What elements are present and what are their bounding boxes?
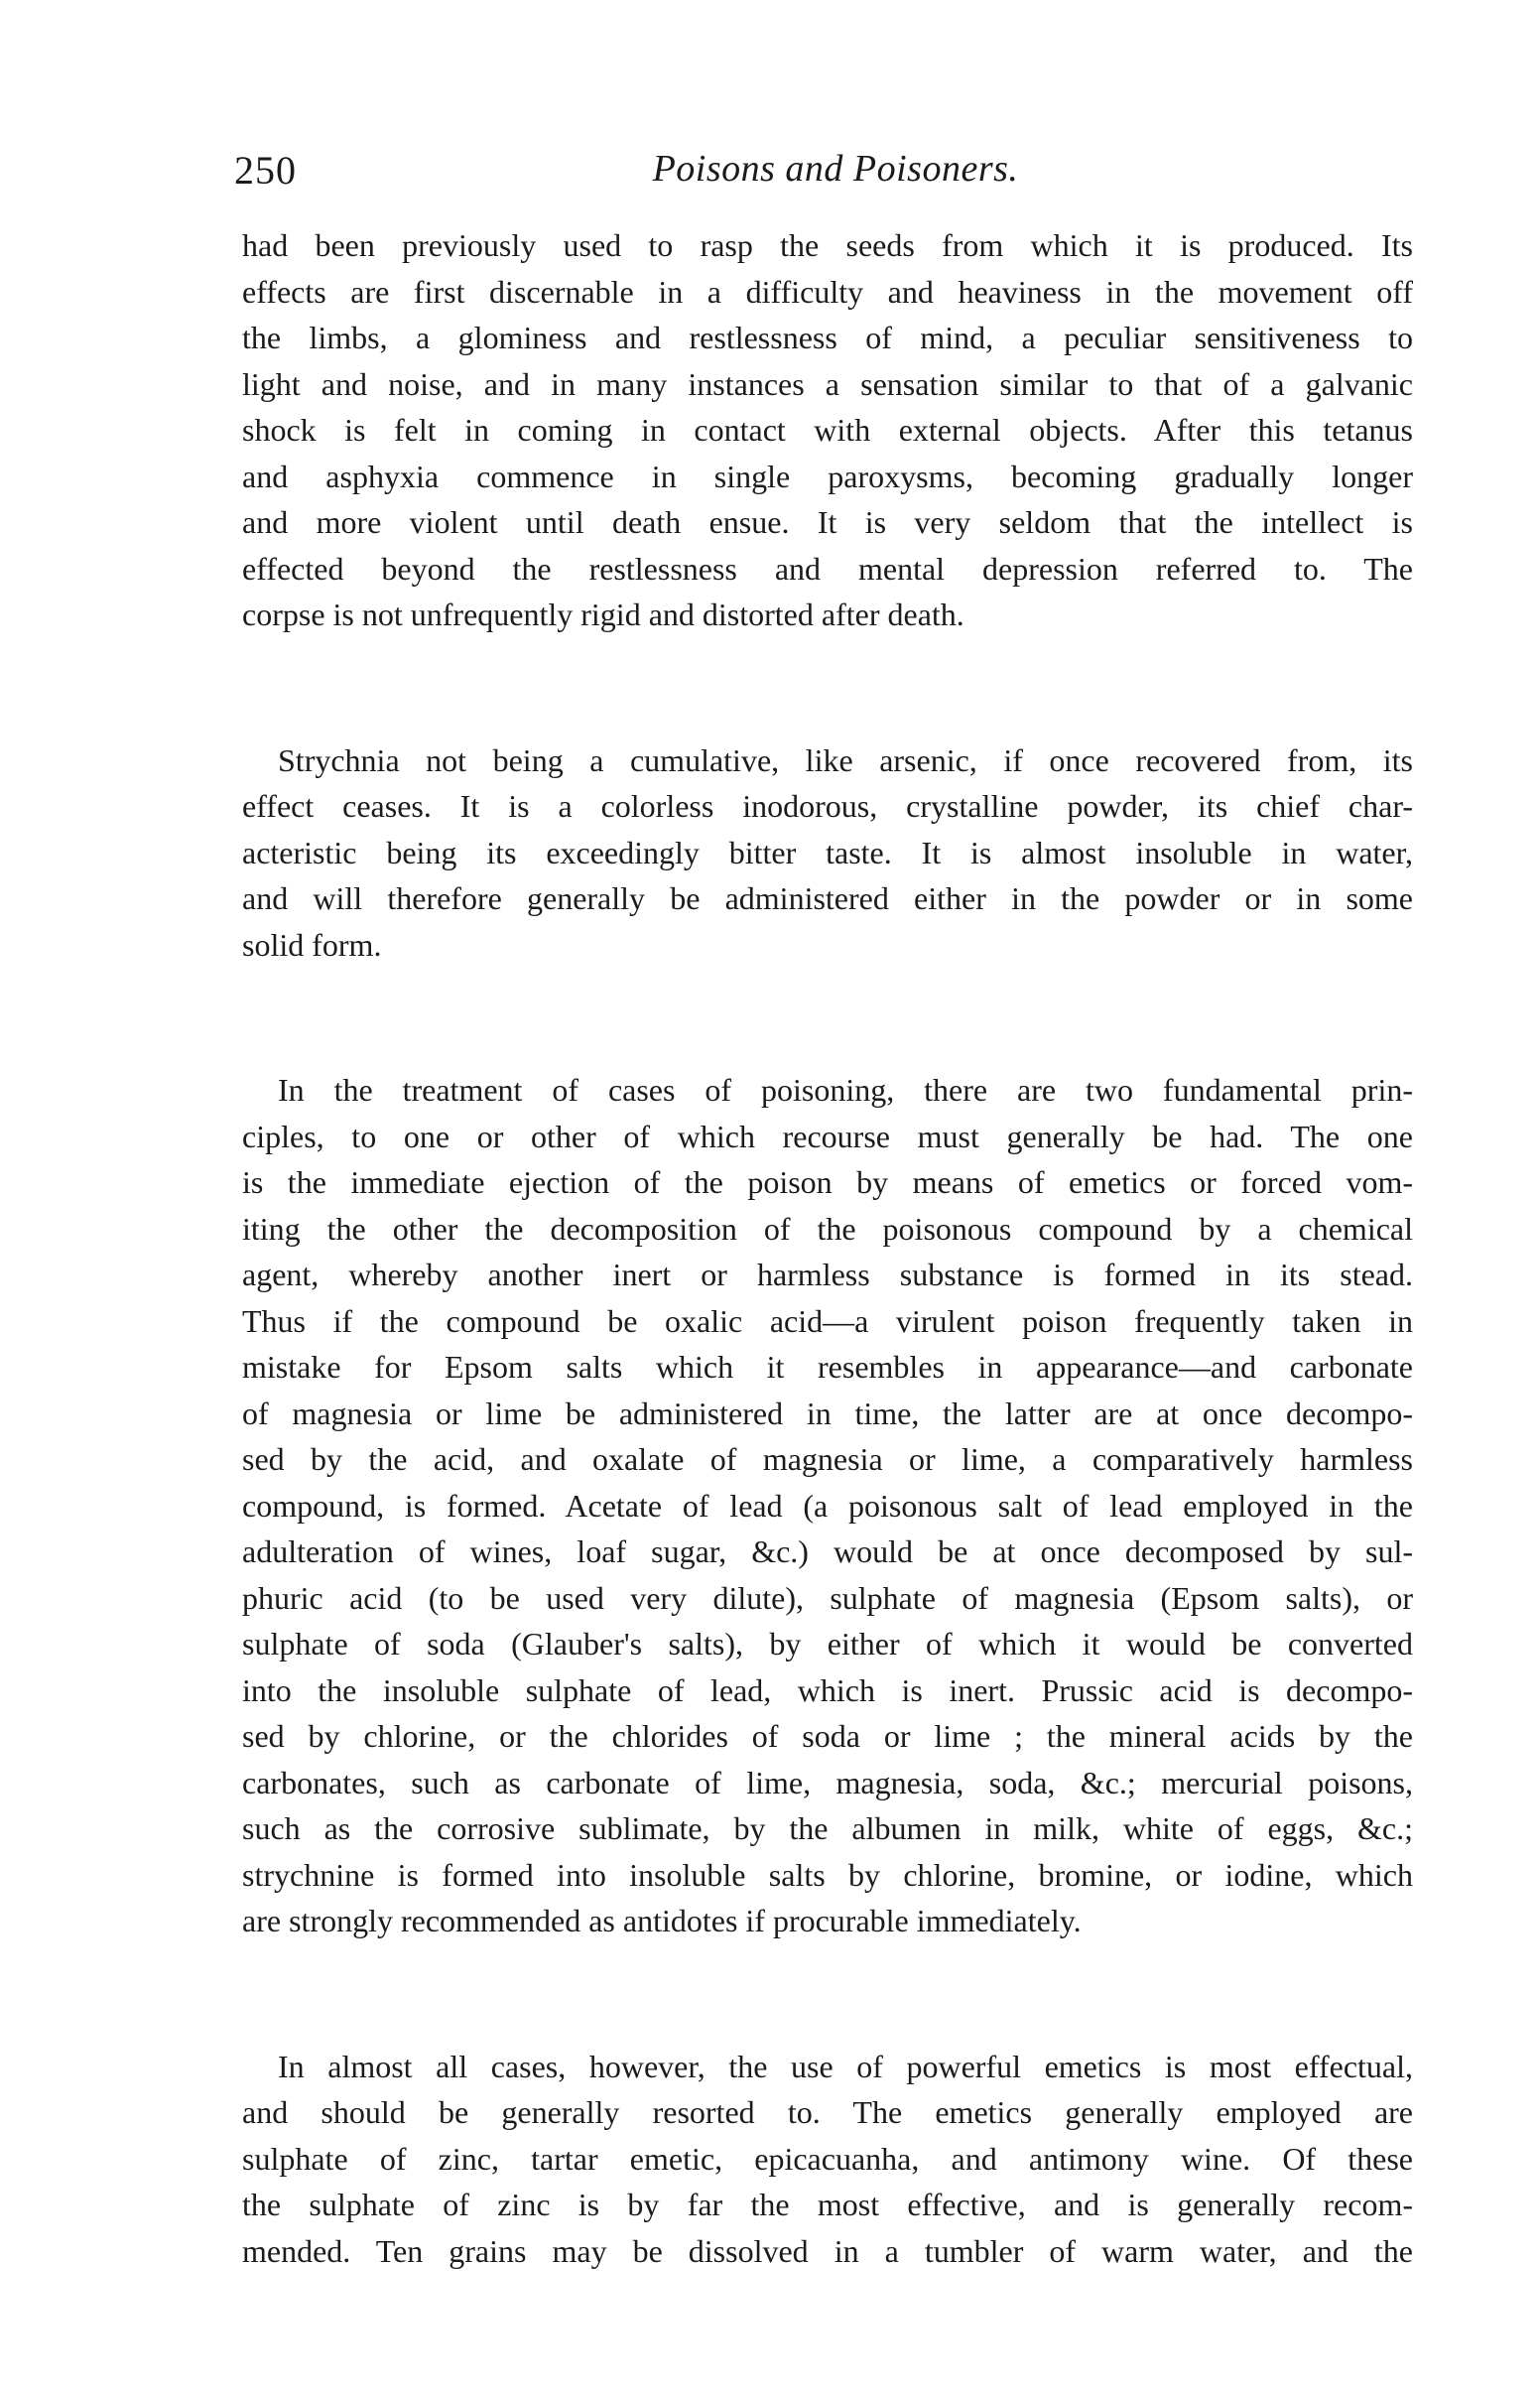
text-line: sulphate of soda (Glauber's salts), by either of which it would be converted [242,1626,1413,1662]
text-line: into the insoluble sulphate of lead, which is inert. Prussic acid is decompo- [242,1671,1413,1708]
text-line: and asphyxia commence in single paroxysms, becoming gradually longer [242,458,1413,494]
page-number: 250 [234,148,297,193]
paragraph-2 [242,737,1413,969]
paragraph-4 [242,2044,1413,2275]
body-text [242,222,1413,2274]
text-line: phuric acid (to be used very dilute), sulphate of magnesia (Epsom salts), or [242,1579,1413,1616]
text-line: sed by the acid, and oxalate of magnesia or lime, a comparatively harmless [242,1441,1413,1477]
text-line: In the treatment of cases of poisoning, there are two fundamental prin- [278,1072,1413,1108]
page-header [234,147,1298,206]
text-line: strychnine is formed into insoluble salts by chlorine, bromine, or iodine, which [242,1856,1413,1893]
text-line: such as the corrosive sublimate, by the albumen in milk, white of eggs, &c.; [242,1810,1413,1846]
text-line: the limbs, a glominess and restlessness of mind, a peculiar sensitiveness to [242,320,1413,355]
text-line: the sulphate of zinc is by far the most effective, and is generally recom- [242,2187,1413,2222]
text-line: solid form. [242,926,382,963]
text-line: agent, whereby another inert or harmless substance is formed in its stead. [242,1257,1413,1292]
text-line: is the immediate ejection of the poison by means of emetics or forced vom- [242,1164,1413,1200]
text-line: mended. Ten grains may be dissolved in a tumbler of warm water, and the [242,2232,1413,2269]
paragraph-gap [242,1944,1413,2044]
text-line: corpse is not unfrequently rigid and distorted after death. [242,597,964,632]
text-line: iting the other the decomposition of the poisonous compound by a chemical [242,1210,1413,1247]
paragraph-gap [242,638,1413,737]
paragraph-1 [242,222,1413,638]
text-line: Thus if the compound be oxalic acid—a virulent poison frequently taken in [242,1302,1413,1339]
text-line: compound, is formed. Acetate of lead (a poisonous salt of lead employed in the [242,1487,1413,1524]
text-line: effects are first discernable in a difficulty and heaviness in the movement off [242,273,1413,310]
running-title: Poisons and Poisoners. [652,148,1019,190]
text-line: In almost all cases, however, the use of powerful emetics is most effectual, [278,2048,1413,2084]
paragraph-3 [242,1067,1413,1944]
text-line: are strongly recommended as antidotes if procurable immediately. [242,1903,1082,1938]
text-line: Strychnia not being a cumulative, like arsenic, if once recovered from, its [278,741,1413,778]
text-line: light and noise, and in many instances a sensation similar to that of a galvanic [242,365,1413,402]
paragraph-gap [242,968,1413,1067]
text-line: and should be generally resorted to. The emetics generally employed are [242,2094,1413,2130]
text-line: effect ceases. It is a colorless inodorous, crystalline powder, its chief char- [242,788,1413,824]
text-line: adulteration of wines, loaf sugar, &c.) would be at once decomposed by sul- [242,1533,1413,1569]
text-line: carbonates, such as carbonate of lime, magnesia, soda, &c.; mercurial poisons, [242,1764,1413,1800]
text-line: mistake for Epsom salts which it resembles in appearance—and carbonate [242,1349,1413,1385]
text-line: and more violent until death ensue. It is very seldom that the intellect is [242,504,1413,540]
text-line: sed by chlorine, or the chlorides of soda or lime ; the mineral acids by the [242,1718,1413,1754]
text-line: and will therefore generally be administered either in the powder or in some [242,880,1413,916]
text-line: of magnesia or lime be administered in time, the latter are at once decompo- [242,1395,1413,1431]
text-line: sulphate of zinc, tartar emetic, epicacuanha, and antimony wine. Of these [242,2140,1413,2177]
text-line: ciples, to one or other of which recourse must generally be had. The one [242,1118,1413,1154]
text-line: shock is felt in coming in contact with external objects. After this tetanus [242,412,1413,448]
text-line: had been previously used to rasp the seeds from which it is produced. Its [242,227,1413,263]
text-line: acteristic being its exceedingly bitter taste. It is almost insoluble in water, [242,834,1413,870]
text-line: effected beyond the restlessness and mental depression referred to. The [242,550,1413,587]
